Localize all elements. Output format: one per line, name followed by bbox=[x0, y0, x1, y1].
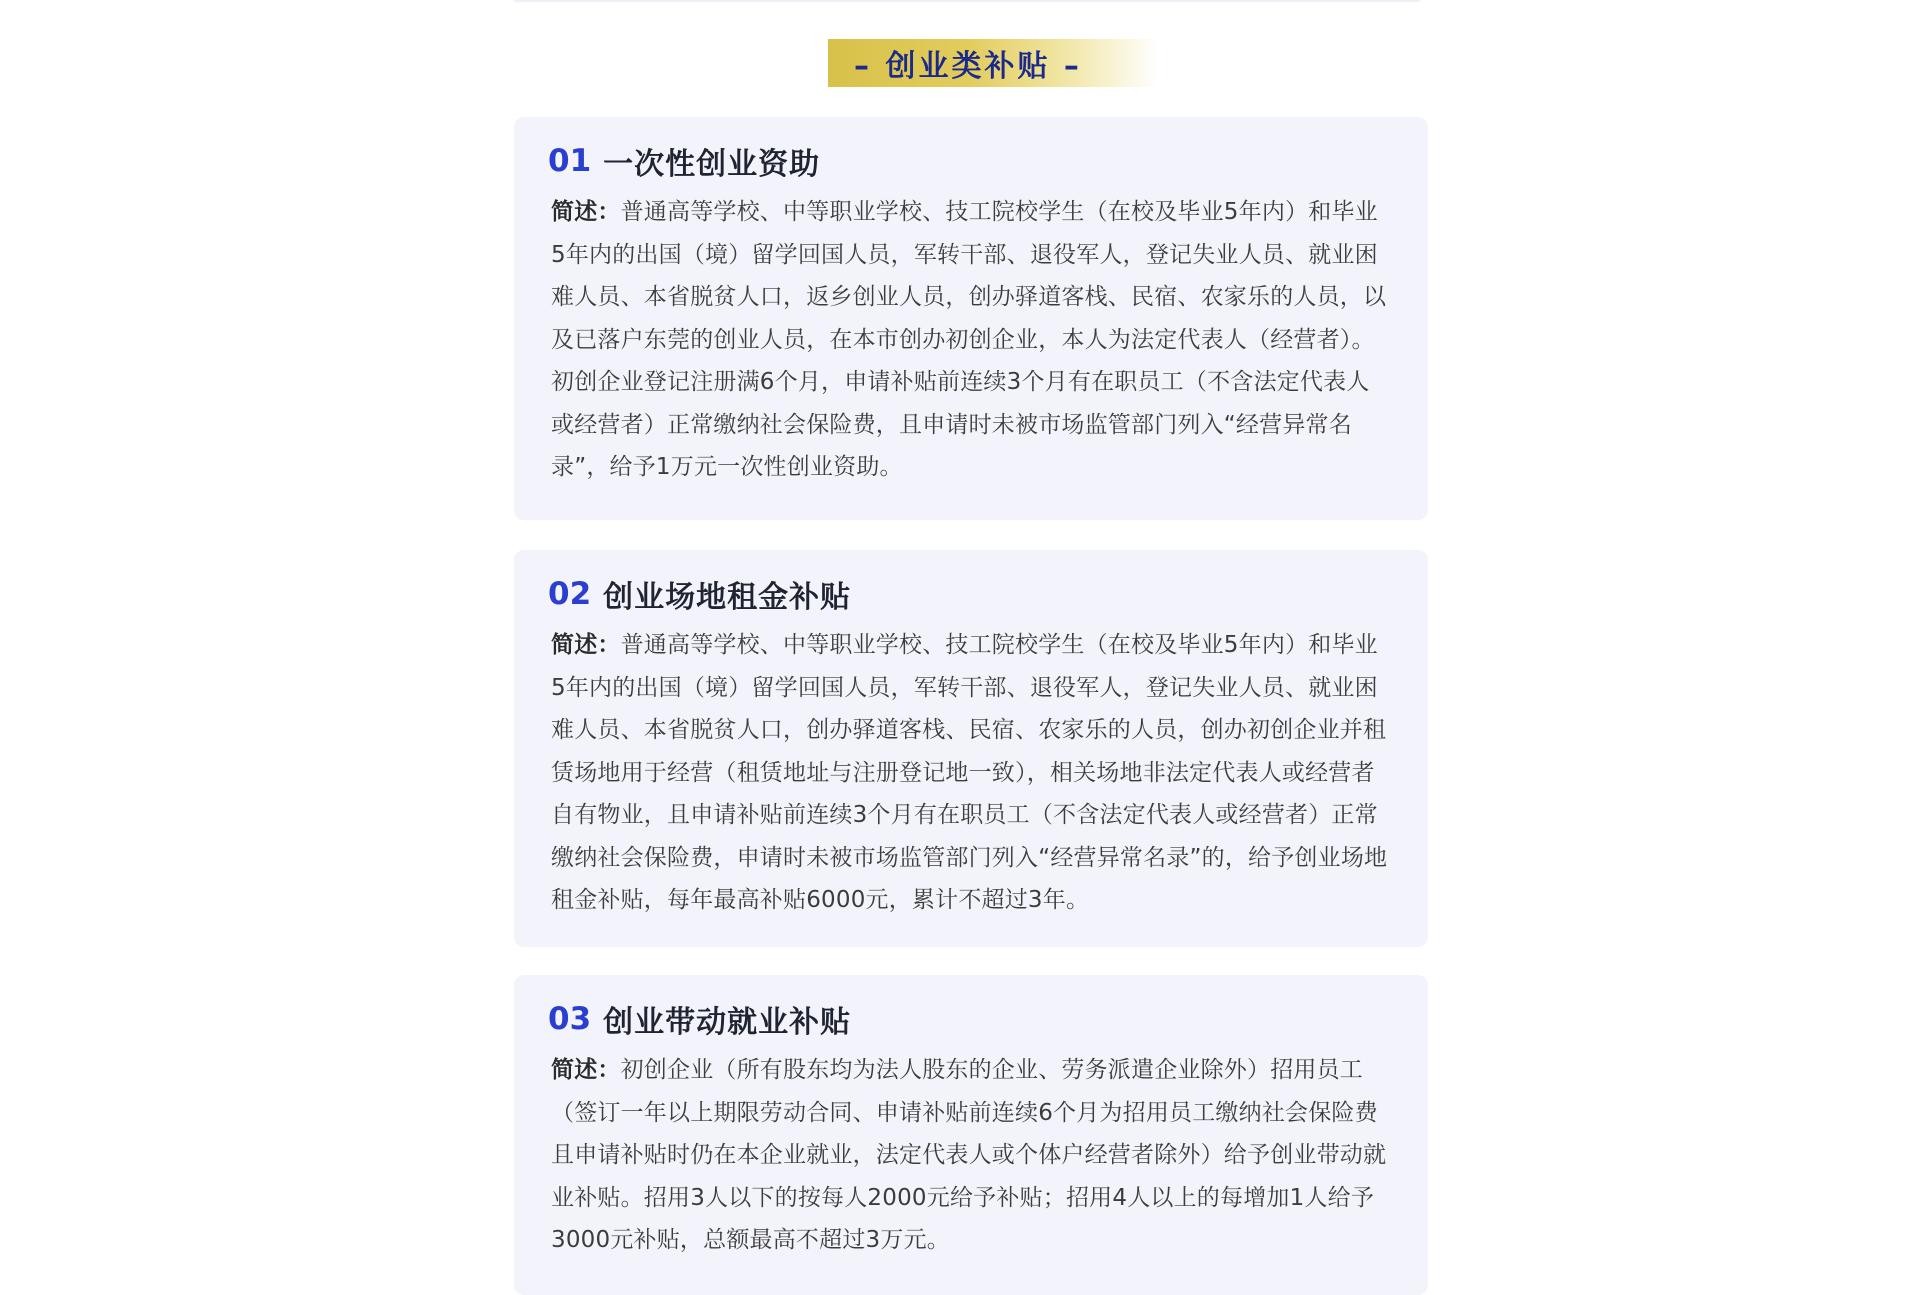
subsidy-card-1 bbox=[514, 117, 1428, 520]
description-text: 普通高等学校、中等职业学校、技工院校学生（在校及毕业5年内）和毕业5年内的出国（境）留学回国人员，军转干部、退役军人，登记失业人员、就业困难人员、本省脱贫人口，创办驿道客栈、民宿、农家乐的人员，创办初创企业并租赁场地用于经营（租赁地址与注册登记地一致），相关场地非法定代表人或经营者自有物业，且申请补贴前连续3个月有在职员工（不含法定代表人或经营者）正常缴纳社会保险费，申请时未被市场监管部门列入“经营异常名录”的，给予创业场地租金补贴，每年最高补贴6000元，累计不超过3年。 bbox=[551, 632, 1388, 913]
subsidy-card-2 bbox=[514, 550, 1428, 947]
card-number: 03 bbox=[548, 1001, 592, 1037]
card-number: 01 bbox=[548, 143, 592, 179]
card-description bbox=[551, 191, 1391, 489]
card-title: 创业场地租金补贴 bbox=[603, 580, 852, 615]
card-description bbox=[551, 1049, 1391, 1262]
previous-card-edge bbox=[514, 0, 1420, 2]
description-label: 简述： bbox=[551, 1057, 621, 1083]
description-text: 初创企业（所有股东均为法人股东的企业、劳务派遣企业除外）招用员工（签订一年以上期限劳动合同、申请补贴前连续6个月为招用员工缴纳社会保险费且申请补贴时仍在本企业就业，法定代表人或个体户经营者除外）给予创业带动就业补贴。招用3人以下的按每人2000元给予补贴；招用4人以上的每增加1人给予3000元补贴，总额最高不超过3万元。 bbox=[551, 1057, 1387, 1253]
card-header bbox=[548, 572, 851, 616]
card-title: 创业带动就业补贴 bbox=[603, 1005, 852, 1040]
card-header bbox=[548, 997, 851, 1041]
subsidy-card-3 bbox=[514, 975, 1428, 1295]
description-label: 简述： bbox=[551, 199, 621, 225]
description-text: 普通高等学校、中等职业学校、技工院校学生（在校及毕业5年内）和毕业5年内的出国（境）留学回国人员，军转干部、退役军人，登记失业人员、就业困难人员、本省脱贫人口，返乡创业人员，创办驿道客栈、民宿、农家乐的人员，以及已落户东莞的创业人员，在本市创办初创企业，本人为法定代表人（经营者）。初创企业登记注册满6个月，申请补贴前连续3个月有在职员工（不含法定代表人或经营者）正常缴纳社会保险费，且申请时未被市场监管部门列入“经营异常名录”，给予1万元一次性创业资助。 bbox=[551, 199, 1387, 480]
card-header bbox=[548, 139, 820, 183]
card-number: 02 bbox=[548, 576, 592, 612]
description-label: 简述： bbox=[551, 632, 621, 658]
card-title: 一次性创业资助 bbox=[603, 147, 821, 182]
section-banner bbox=[828, 39, 1158, 87]
card-description bbox=[551, 624, 1391, 922]
section-title: – 创业类补贴 – bbox=[854, 49, 1082, 84]
